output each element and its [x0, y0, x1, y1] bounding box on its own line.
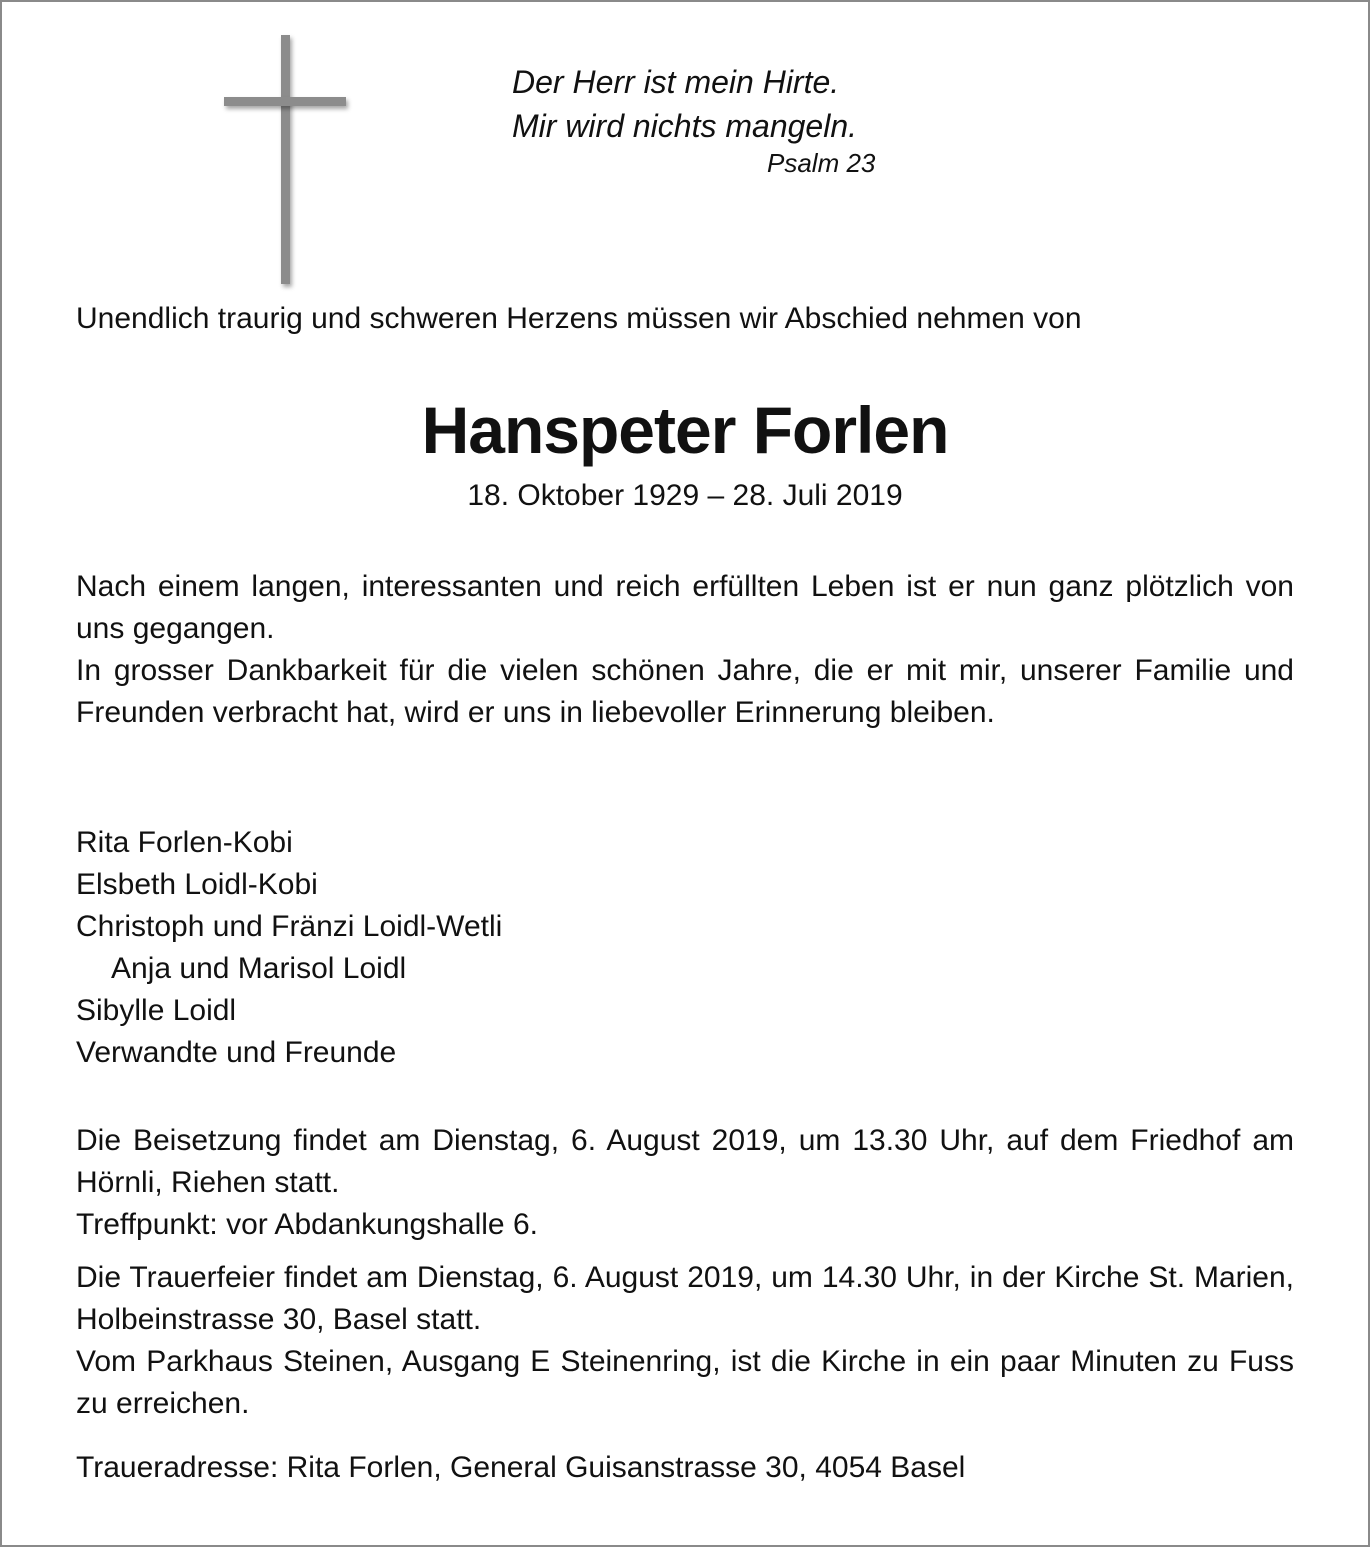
cross-horizontal-beam	[224, 97, 346, 106]
message-block	[76, 566, 1294, 734]
deceased-name: Hanspeter Forlen	[421, 393, 949, 467]
service-directions: Vom Parkhaus Steinen, Ausgang E Steinenring, ist die Kirche in ein paar Minuten zu Fuss zu erreichen.	[76, 1345, 1294, 1420]
mourners-list	[76, 822, 1294, 1074]
mourning-address: Traueradresse: Rita Forlen, General Guisanstrasse 30, 4054 Basel	[76, 1451, 966, 1484]
burial-block	[76, 1120, 1294, 1246]
message-paragraph-2: In grosser Dankbarkeit für die vielen schönen Jahre, die er mit mir, unserer Familie und Freunden verbracht hat, wird er uns in liebevoller Erinnerung bleiben.	[76, 654, 1294, 729]
mourner-name: Verwandte und Freunde	[76, 1036, 397, 1069]
intro-text: Unendlich traurig und schweren Herzens müssen wir Abschied nehmen von	[76, 302, 1082, 335]
meeting-point: Treffpunkt: vor Abdankungshalle 6.	[76, 1208, 538, 1241]
mourner-name: Elsbeth Loidl-Kobi	[76, 868, 318, 901]
cross-vertical-beam	[281, 35, 290, 284]
psalm-quote	[512, 60, 857, 148]
psalm-line-1: Der Herr ist mein Hirte.	[512, 64, 840, 100]
message-paragraph-1: Nach einem langen, interessanten und reich erfüllten Leben ist er nun ganz plötzlich von uns gegangen.	[76, 570, 1294, 645]
service-text: Die Trauerfeier findet am Dienstag, 6. August 2019, um 14.30 Uhr, in der Kirche St. Marien, Holbeinstrasse 30, Basel statt.	[76, 1261, 1294, 1336]
life-dates: 18. Oktober 1929 – 28. Juli 2019	[467, 479, 903, 512]
psalm-line-2: Mir wird nichts mangeln.	[512, 108, 857, 144]
mourner-name: Sibylle Loidl	[76, 994, 237, 1027]
burial-text: Die Beisetzung findet am Dienstag, 6. August 2019, um 13.30 Uhr, auf dem Friedhof am Hörnli, Riehen statt.	[76, 1124, 1294, 1199]
psalm-reference: Psalm 23	[767, 148, 876, 178]
mourner-name: Christoph und Fränzi Loidl-Wetli	[76, 910, 503, 943]
mourner-name: Anja und Marisol Loidl	[111, 952, 407, 985]
service-block	[76, 1257, 1294, 1425]
mourner-name: Rita Forlen-Kobi	[76, 826, 293, 859]
